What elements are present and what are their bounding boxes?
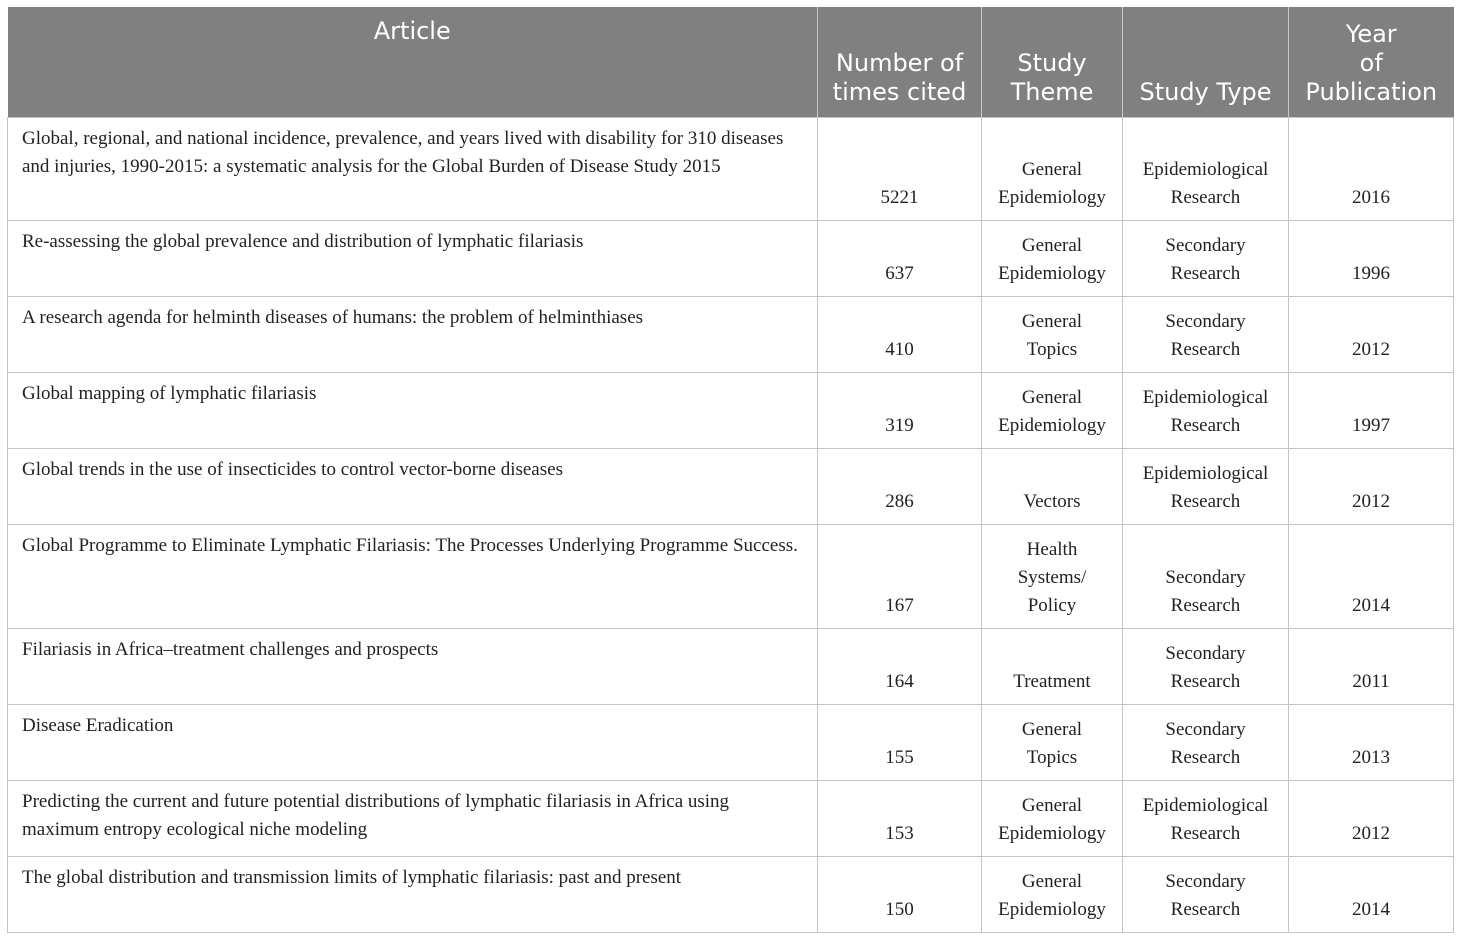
theme-line-2: Epidemiology (998, 898, 1106, 920)
cell-study-type (1123, 780, 1289, 856)
theme-line-2: Vectors (1023, 490, 1081, 512)
cell-year: 2012 (1289, 780, 1454, 856)
theme-line-2: Epidemiology (998, 822, 1106, 844)
table-row (8, 117, 1454, 220)
header-article-label: Article (373, 17, 451, 45)
cell-study-type (1123, 628, 1289, 704)
cell-article: Predicting the current and future potential distributions of lymphatic filariasis in Africa using maximum entropy ecological niche modeling (8, 780, 818, 856)
cell-year: 1997 (1289, 372, 1454, 448)
cell-study-theme (982, 372, 1123, 448)
cell-year: 2013 (1289, 704, 1454, 780)
cell-article: Global trends in the use of insecticides to control vector-borne diseases (8, 448, 818, 524)
cell-study-theme (982, 296, 1123, 372)
cell-study-theme (982, 117, 1123, 220)
type-line-2: Research (1170, 186, 1241, 208)
table-row (8, 220, 1454, 296)
cell-year: 1996 (1289, 220, 1454, 296)
type-line-1: Epidemiological (1142, 386, 1269, 408)
cell-article: Global Programme to Eliminate Lymphatic Filariasis: The Processes Underlying Programme Success. (8, 524, 818, 628)
theme-line-1: General (1021, 794, 1083, 816)
type-line-1: Secondary (1165, 870, 1246, 892)
header-year (1289, 7, 1454, 117)
cell-year: 2011 (1289, 628, 1454, 704)
citations-table (7, 7, 1454, 933)
table-row (8, 780, 1454, 856)
table-row (8, 524, 1454, 628)
cell-times-cited: 5221 (818, 117, 982, 220)
cell-year: 2012 (1289, 296, 1454, 372)
cell-times-cited: 155 (818, 704, 982, 780)
cell-study-theme (982, 704, 1123, 780)
cell-year: 2016 (1289, 117, 1454, 220)
type-line-1: Secondary (1165, 310, 1246, 332)
theme-line-2: Topics (1026, 338, 1078, 360)
cell-study-theme (982, 780, 1123, 856)
table-row (8, 704, 1454, 780)
cell-study-type (1123, 372, 1289, 448)
type-line-2: Research (1170, 898, 1241, 920)
type-line-2: Research (1170, 490, 1241, 512)
theme-line-1: General (1021, 310, 1083, 332)
cell-year: 2012 (1289, 448, 1454, 524)
header-year-line-1: Year (1345, 19, 1397, 48)
type-line-1: Secondary (1165, 566, 1246, 588)
cell-article: Disease Eradication (8, 704, 818, 780)
cell-study-type (1123, 524, 1289, 628)
theme-line-2: Epidemiology (998, 414, 1106, 436)
cell-study-type (1123, 704, 1289, 780)
cell-study-type (1123, 448, 1289, 524)
table-row (8, 296, 1454, 372)
type-line-2: Research (1170, 670, 1241, 692)
type-line-1: Epidemiological (1142, 794, 1269, 816)
type-line-2: Research (1170, 746, 1241, 768)
cell-times-cited: 410 (818, 296, 982, 372)
type-line-2: Research (1170, 822, 1241, 844)
header-theme-line-1: Study (1017, 48, 1087, 77)
cell-study-type (1123, 117, 1289, 220)
table-row (8, 628, 1454, 704)
header-study-theme (982, 7, 1123, 117)
cell-article: Filariasis in Africa–treatment challenges and prospects (8, 628, 818, 704)
cell-article: The global distribution and transmission limits of lymphatic filariasis: past and present (8, 856, 818, 932)
theme-line-2: Topics (1026, 746, 1078, 768)
theme-line-1: General (1021, 386, 1083, 408)
header-year-line-3: Publication (1305, 77, 1438, 106)
table-row (8, 448, 1454, 524)
cell-times-cited: 164 (818, 628, 982, 704)
header-year-line-2: of (1359, 48, 1383, 77)
cell-times-cited: 150 (818, 856, 982, 932)
type-line-1: Epidemiological (1142, 462, 1269, 484)
table-container (7, 7, 1453, 933)
theme-line-1: General (1021, 718, 1083, 740)
type-line-2: Research (1170, 338, 1241, 360)
cell-study-type (1123, 856, 1289, 932)
header-cited-line-1: Number of (835, 48, 964, 77)
cell-study-theme (982, 448, 1123, 524)
table-row (8, 372, 1454, 448)
type-line-2: Research (1170, 262, 1241, 284)
cell-study-theme (982, 856, 1123, 932)
theme-line-1: General (1021, 158, 1083, 180)
cell-study-type (1123, 296, 1289, 372)
theme-line-1: Health (1026, 538, 1078, 560)
header-theme-line-2: Theme (1010, 77, 1094, 106)
theme-line-1: General (1021, 870, 1083, 892)
theme-line-2: Epidemiology (998, 186, 1106, 208)
cell-study-theme (982, 220, 1123, 296)
type-line-1: Secondary (1165, 718, 1246, 740)
cell-study-theme (982, 628, 1123, 704)
header-row (8, 7, 1454, 117)
cell-article: A research agenda for helminth diseases of humans: the problem of helminthiases (8, 296, 818, 372)
type-line-2: Research (1170, 414, 1241, 436)
type-line-1: Secondary (1165, 234, 1246, 256)
header-study-type (1123, 7, 1289, 117)
table-row (8, 856, 1454, 932)
cell-times-cited: 637 (818, 220, 982, 296)
header-article (8, 7, 818, 117)
cell-times-cited: 319 (818, 372, 982, 448)
theme-line-2: Epidemiology (998, 262, 1106, 284)
cell-study-theme (982, 524, 1123, 628)
cell-article: Global, regional, and national incidence, prevalence, and years lived with disability for 310 diseases and injuries, 1990-2015: a systematic analysis for the Global Burden of Disease Study 2015 (8, 117, 818, 220)
theme-line-3: Policy (1027, 594, 1077, 616)
header-times-cited (818, 7, 982, 117)
theme-line-2: Systems/ (1017, 566, 1087, 588)
cell-times-cited: 153 (818, 780, 982, 856)
cell-article: Re-assessing the global prevalence and distribution of lymphatic filariasis (8, 220, 818, 296)
header-cited-line-2: times cited (832, 77, 967, 106)
type-line-1: Epidemiological (1142, 158, 1269, 180)
header-type-label: Study Type (1139, 77, 1272, 106)
type-line-1: Secondary (1165, 642, 1246, 664)
cell-study-type (1123, 220, 1289, 296)
type-line-2: Research (1170, 594, 1241, 616)
cell-times-cited: 286 (818, 448, 982, 524)
cell-article: Global mapping of lymphatic filariasis (8, 372, 818, 448)
cell-times-cited: 167 (818, 524, 982, 628)
theme-line-2: Treatment (1013, 670, 1091, 692)
cell-year: 2014 (1289, 524, 1454, 628)
theme-line-1: General (1021, 234, 1083, 256)
cell-year: 2014 (1289, 856, 1454, 932)
